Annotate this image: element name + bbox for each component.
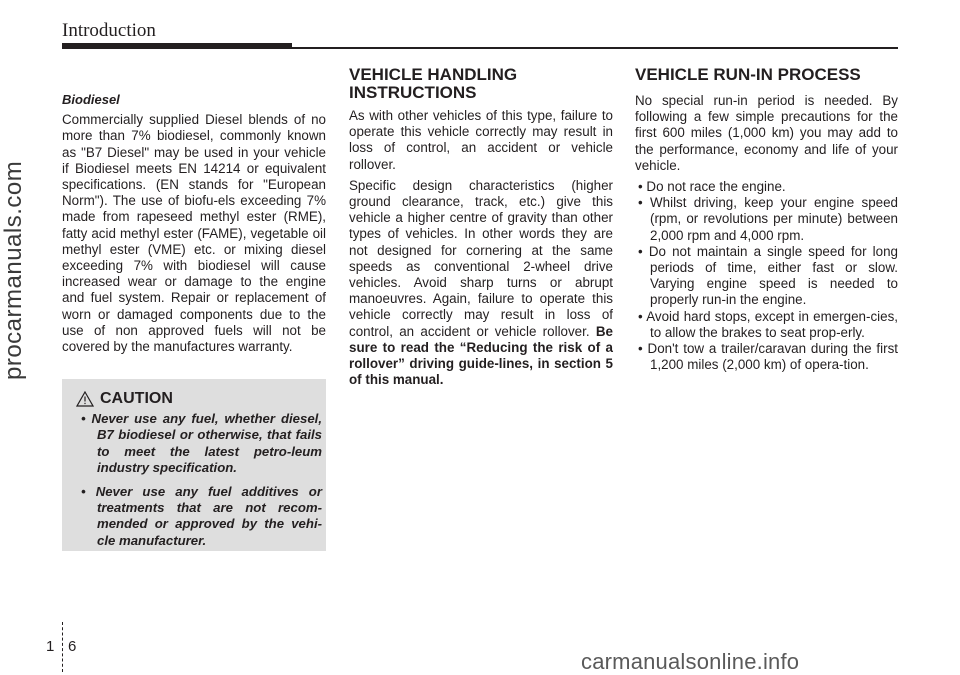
caution-title: CAUTION: [100, 390, 173, 407]
runin-bullet-list: [635, 179, 898, 373]
handling-heading: VEHICLE HANDLING INSTRUCTIONS: [349, 65, 518, 102]
side-watermark: procarmanuals.com: [0, 160, 27, 380]
handling-paragraph-2: [349, 178, 613, 389]
chapter-number: 1: [46, 638, 55, 655]
biodiesel-subheading: Biodiesel: [62, 92, 120, 107]
handling-section: [349, 66, 613, 393]
biodiesel-paragraph: Commercially supplied Diesel blends of no more than 7% biodiesel, commonly known as "B7 Diesel" may be used in your vehicle if Biodiesel meets EN 14214 or equivalent specifications. (EN stands for "European Norm"). The use of biofu-els exceeding 7% made from rapeseed methyl ester (RME), fatty acid methyl ester (FAME), vegetable oil methyl ester (VME) etc. or mixing diesel exceeding 7% with biodiesel will cause increased wear or damage to the engine and fuel system. Repair or replacement of worn or damaged components due to the use of non approved fuels will not be covered by the manufactures warranty.: [62, 112, 326, 355]
runin-intro: No special run-in period is needed. By following a few simple precautions for the first 600 miles (1,000 km) you may add to the performance, economy and life of your vehicle.: [635, 93, 898, 173]
running-header: Introduction: [62, 20, 156, 41]
page-number-divider: [62, 622, 63, 672]
caution-list: [72, 411, 322, 556]
runin-heading: VEHICLE RUN-IN PROCESS: [635, 65, 861, 84]
runin-bullet: • Avoid hard stops, except in emergen-cies, to allow the brakes to seat prop-erly.: [638, 308, 898, 340]
header-rule-thick: [62, 43, 292, 49]
bottom-watermark: carmanualsonline.info: [581, 649, 800, 674]
runin-bullet: • Do not maintain a single speed for long periods of time, either fast or slow. Varying engine speed is needed to properly run-in the engine.: [638, 243, 898, 308]
caution-item: • Never use any fuel additives or treatments that are not recom-mended or approved by the vehi-cle manufacturer.: [81, 483, 322, 548]
runin-bullet: • Don't tow a trailer/caravan during the first 1,200 miles (2,000 km) of opera-tion.: [638, 341, 898, 373]
caution-item: • Never use any fuel, whether diesel, B7 biodiesel or otherwise, that fails to meet the latest petro-leum industry specification.: [81, 411, 322, 476]
warning-triangle-icon: [76, 391, 94, 407]
biodiesel-section: [62, 92, 326, 360]
handling-paragraph-2-text: Specific design characteristics (higher ground clearance, track, etc.) give this vehicle a higher centre of gravity than other types of vehicles. In other words they are not designed for cornering at the same speeds as conventional 2-wheel drive vehicles. Avoid sharp turns or abrupt manoeuvres. Again, failure to operate this vehicle correctly may result in loss of control, an accident or vehicle rollover.: [349, 177, 613, 339]
runin-bullet: • Whilst driving, keep your engine speed (rpm, or revolutions per minute) between 2,000 rpm and 4,000 rpm.: [638, 195, 898, 243]
handling-rollover-reference: Be sure to read the “Reducing the risk of a rollover” driving guide-lines, in section 5 of this manual.: [349, 323, 613, 388]
header-rule-thin: [292, 47, 898, 49]
caution-box: [62, 379, 326, 551]
page-number: 6: [68, 638, 77, 655]
runin-bullet: • Do not race the engine.: [638, 179, 786, 195]
runin-section: [635, 66, 898, 373]
handling-paragraph-1: As with other vehicles of this type, failure to operate this vehicle correctly may result in loss of control, an accident or vehicle rollover.: [349, 108, 613, 172]
